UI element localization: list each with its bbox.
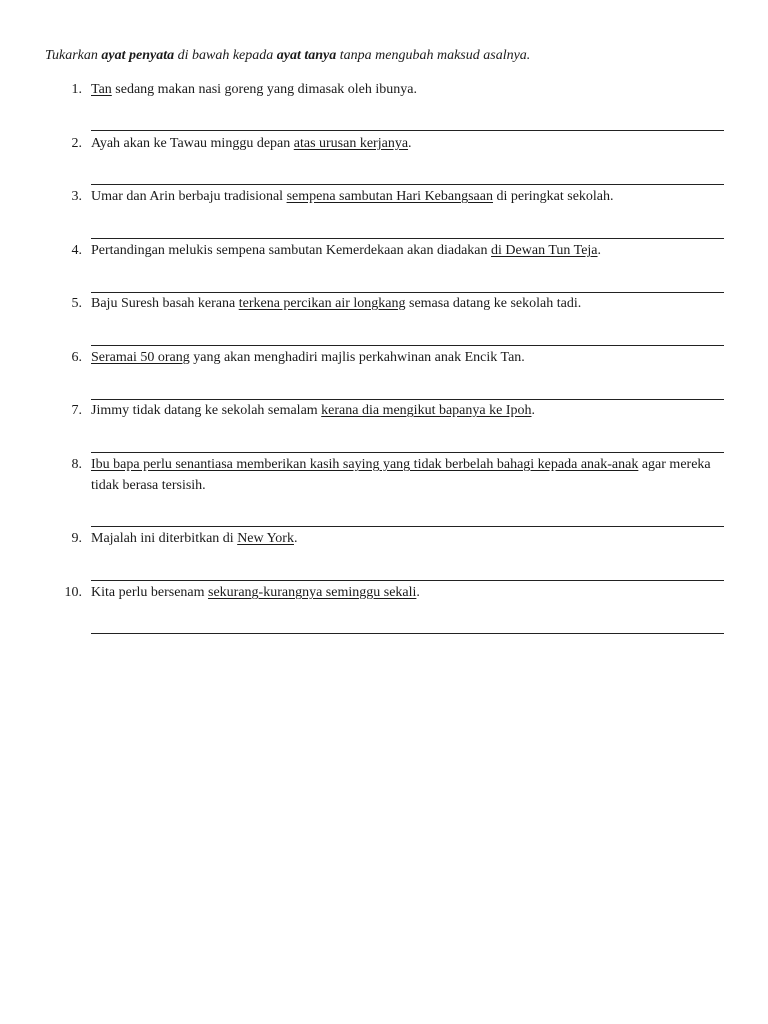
question-text bbox=[91, 186, 731, 207]
question-text bbox=[91, 79, 731, 100]
question-text-segment: Kita perlu bersenam bbox=[91, 585, 209, 600]
question-text-segment: agar mereka tidak berasa tersisih. bbox=[91, 457, 711, 493]
answer-line[interactable] bbox=[91, 184, 724, 185]
question-number: 3. bbox=[71, 189, 82, 204]
question-text-segment: Majalah ini diterbitkan di bbox=[91, 531, 238, 546]
underlined-phrase: New York bbox=[237, 531, 294, 546]
question-number: 1. bbox=[71, 82, 82, 97]
question-text-segment: yang akan menghadiri majlis perkahwinan anak Encik Tan. bbox=[189, 350, 525, 365]
question-text-segment: di peringkat sekolah. bbox=[493, 189, 614, 204]
question-number: 7. bbox=[71, 403, 82, 418]
question-text-segment: . bbox=[408, 136, 412, 151]
underlined-phrase: atas urusan kerjanya bbox=[293, 136, 409, 151]
underlined-phrase: kerana dia mengikut bapanya ke Ipoh bbox=[321, 403, 532, 418]
question-text bbox=[91, 293, 731, 314]
question-text-segment: Baju Suresh basah kerana bbox=[91, 296, 239, 311]
instruction-part-2: di bawah kepada bbox=[174, 48, 277, 63]
underlined-phrase: Seramai 50 orang bbox=[91, 350, 190, 365]
question-text bbox=[91, 582, 731, 603]
instruction-text bbox=[45, 47, 530, 65]
question-text bbox=[91, 400, 731, 421]
question-text-segment: . bbox=[293, 531, 298, 546]
question-text-segment: Ayah akan ke Tawau minggu depan bbox=[91, 136, 294, 151]
instruction-part-3: tanpa mengubah maksud asalnya. bbox=[336, 48, 531, 63]
question-number: 6. bbox=[71, 350, 82, 365]
underlined-phrase: di Dewan Tun Teja bbox=[491, 243, 598, 258]
question-text bbox=[91, 454, 716, 496]
underlined-phrase: Tan bbox=[91, 82, 112, 97]
underlined-phrase: Ibu bapa perlu senantiasa memberikan kasih saying yang tidak berbelah bahagi kepada anak-anak bbox=[91, 457, 639, 472]
question-text bbox=[91, 133, 731, 154]
question-text-segment: sedang makan nasi goreng yang dimasak oleh ibunya. bbox=[111, 82, 417, 97]
answer-line[interactable] bbox=[91, 452, 724, 453]
question-text bbox=[91, 528, 731, 549]
question-text-segment: semasa datang ke sekolah tadi. bbox=[405, 296, 582, 311]
question-text-segment: . bbox=[597, 243, 602, 258]
question-number: 10. bbox=[64, 585, 82, 600]
question-text bbox=[91, 240, 731, 261]
question-text-segment: Umar dan Arin berbaju tradisional bbox=[91, 189, 287, 204]
instruction-part-1: Tukarkan bbox=[45, 48, 102, 63]
question-number: 8. bbox=[71, 457, 82, 472]
instruction-bold-1: ayat penyata bbox=[101, 48, 175, 63]
question-text-segment: . bbox=[531, 403, 535, 418]
answer-line[interactable] bbox=[91, 633, 724, 634]
underlined-phrase: terkena percikan air longkang bbox=[238, 296, 406, 311]
answer-line[interactable] bbox=[91, 238, 724, 239]
question-number: 9. bbox=[71, 531, 82, 546]
question-text bbox=[91, 347, 731, 368]
question-number: 5. bbox=[71, 296, 82, 311]
underlined-phrase: sempena sambutan Hari Kebangsaan bbox=[286, 189, 493, 204]
underlined-phrase: sekurang-kurangnya seminggu sekali bbox=[208, 585, 417, 600]
question-text-segment: Pertandingan melukis sempena sambutan Kemerdekaan akan diadakan bbox=[91, 243, 492, 258]
instruction-bold-2: ayat tanya bbox=[276, 48, 337, 63]
question-text-segment: . bbox=[416, 585, 420, 600]
question-text-segment: Jimmy tidak datang ke sekolah semalam bbox=[91, 403, 322, 418]
question-number: 4. bbox=[71, 243, 82, 258]
answer-line[interactable] bbox=[91, 580, 724, 581]
question-number: 2. bbox=[71, 136, 82, 151]
answer-line[interactable] bbox=[91, 130, 724, 131]
answer-line[interactable] bbox=[91, 345, 724, 346]
answer-line[interactable] bbox=[91, 526, 724, 527]
